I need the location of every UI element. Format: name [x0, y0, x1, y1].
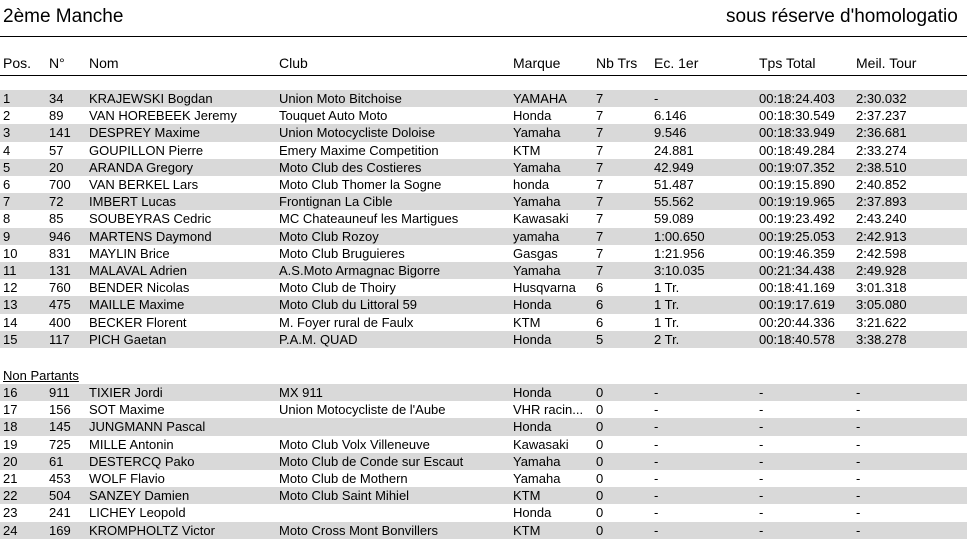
cell-position: 8	[3, 211, 11, 227]
cell-gap: 1 Tr.	[654, 314, 680, 330]
cell-gap: 3:10.035	[654, 263, 705, 278]
cell-position: 10	[3, 245, 18, 261]
table-row	[0, 504, 967, 521]
cell-rider-name: ARANDA Gregory	[89, 159, 194, 175]
cell-total-time: 00:19:07.352	[759, 159, 835, 175]
cell-total-time: 00:21:34.438	[759, 263, 835, 278]
cell-best-lap: 2:37.237	[856, 108, 907, 124]
cell-club: M. Foyer rural de Faulx	[279, 314, 414, 330]
table-row	[0, 279, 967, 296]
cell-gap: -	[654, 453, 659, 469]
cell-gap: 1:21.956	[654, 245, 705, 261]
cell-total-time: -	[759, 436, 764, 452]
cell-rider-name: MILLE Antonin	[89, 436, 174, 452]
non-partants-label: Non Partants	[3, 368, 79, 383]
cell-brand: KTM	[513, 522, 541, 538]
table-row	[0, 142, 967, 159]
cell-rider-name: GOUPILLON Pierre	[89, 142, 204, 158]
cell-rider-name: KROMPHOLTZ Victor	[89, 522, 215, 538]
cell-rider-name: MALAVAL Adrien	[89, 263, 188, 278]
cell-gap: 2 Tr.	[654, 331, 680, 347]
table-row	[0, 176, 967, 193]
cell-brand: Yamaha	[513, 125, 561, 141]
cell-position: 22	[3, 488, 18, 504]
cell-best-lap: -	[856, 488, 861, 504]
cell-club: Moto Club de Thoiry	[279, 280, 396, 296]
table-row	[0, 522, 967, 539]
cell-rider-name: TIXIER Jordi	[89, 385, 163, 400]
cell-best-lap: -	[856, 436, 861, 452]
table-row	[0, 470, 967, 487]
cell-position: 16	[3, 385, 18, 400]
cell-total-time: 00:19:19.965	[759, 194, 835, 210]
cell-bib-number: 85	[49, 211, 64, 227]
cell-laps: 0	[596, 436, 604, 452]
cell-brand: Yamaha	[513, 263, 561, 278]
cell-best-lap: 2:42.598	[856, 245, 907, 261]
col-header-best: Meil. Tour	[856, 55, 917, 71]
table-row	[0, 124, 967, 141]
cell-best-lap: 3:21.622	[856, 314, 907, 330]
cell-gap: 59.089	[654, 211, 694, 227]
cell-position: 18	[3, 419, 18, 435]
cell-laps: 6	[596, 314, 604, 330]
cell-rider-name: SOT Maxime	[89, 402, 165, 418]
cell-gap: 6.146	[654, 108, 687, 124]
cell-total-time: -	[759, 522, 764, 538]
cell-laps: 5	[596, 331, 604, 347]
cell-gap: -	[654, 402, 659, 418]
cell-best-lap: 3:05.080	[856, 297, 907, 313]
cell-brand: Honda	[513, 108, 552, 124]
cell-bib-number: 504	[49, 488, 71, 504]
cell-total-time: -	[759, 453, 764, 469]
cell-club: Union Moto Bitchoise	[279, 91, 402, 106]
cell-position: 11	[3, 263, 17, 278]
cell-bib-number: 453	[49, 471, 71, 486]
cell-rider-name: WOLF Flavio	[89, 471, 165, 486]
cell-total-time: 00:19:15.890	[759, 177, 835, 192]
cell-brand: Honda	[513, 419, 552, 435]
cell-club: MX 911	[279, 385, 323, 400]
cell-bib-number: 57	[49, 142, 64, 158]
cell-best-lap: -	[856, 505, 861, 521]
cell-best-lap: 2:49.928	[856, 263, 907, 278]
cell-position: 4	[3, 142, 11, 158]
col-header-ec: Ec. 1er	[654, 55, 699, 71]
cell-bib-number: 141	[49, 125, 71, 141]
table-row	[0, 453, 967, 470]
cell-gap: 1 Tr.	[654, 280, 680, 296]
cell-brand: KTM	[513, 488, 541, 504]
cell-position: 15	[3, 331, 18, 347]
cell-brand: Yamaha	[513, 453, 561, 469]
cell-best-lap: 3:01.318	[856, 280, 907, 296]
cell-best-lap: 2:36.681	[856, 125, 907, 141]
cell-position: 19	[3, 436, 18, 452]
cell-total-time: 00:18:24.403	[759, 91, 835, 106]
cell-rider-name: LICHEY Leopold	[89, 505, 186, 521]
cell-gap: -	[654, 385, 659, 400]
col-header-nom: Nom	[89, 55, 119, 71]
cell-rider-name: MAYLIN Brice	[89, 245, 170, 261]
cell-rider-name: MARTENS Daymond	[89, 228, 212, 244]
cell-club: Moto Club Bruguieres	[279, 245, 405, 261]
cell-bib-number: 20	[49, 159, 64, 175]
cell-brand: Honda	[513, 385, 552, 400]
cell-position: 1	[3, 91, 11, 106]
cell-laps: 6	[596, 280, 604, 296]
cell-gap: -	[654, 419, 659, 435]
cell-best-lap: 2:43.240	[856, 211, 907, 227]
cell-bib-number: 831	[49, 245, 71, 261]
cell-bib-number: 241	[49, 505, 71, 521]
cell-position: 2	[3, 108, 11, 124]
cell-brand: KTM	[513, 142, 541, 158]
cell-position: 21	[3, 471, 18, 486]
cell-brand: yamaha	[513, 228, 560, 244]
cell-bib-number: 131	[49, 263, 71, 278]
cell-total-time: 00:19:23.492	[759, 211, 835, 227]
cell-total-time: 00:18:41.169	[759, 280, 835, 296]
cell-best-lap: -	[856, 471, 861, 486]
cell-bib-number: 760	[49, 280, 71, 296]
cell-brand: Honda	[513, 505, 552, 521]
cell-rider-name: IMBERT Lucas	[89, 194, 176, 210]
cell-laps: 7	[596, 194, 604, 210]
cell-total-time: 00:20:44.336	[759, 314, 835, 330]
cell-best-lap: 2:42.913	[856, 228, 907, 244]
cell-best-lap: 2:40.852	[856, 177, 907, 192]
cell-laps: 0	[596, 471, 604, 486]
cell-rider-name: DESTERCQ Pako	[89, 453, 195, 469]
cell-gap: -	[654, 91, 659, 106]
table-row	[0, 331, 967, 348]
col-header-total: Tps Total	[759, 55, 816, 71]
cell-position: 3	[3, 125, 11, 141]
cell-club: Moto Club Volx Villeneuve	[279, 436, 430, 452]
cell-rider-name: MAILLE Maxime	[89, 297, 185, 313]
cell-total-time: 00:18:49.284	[759, 142, 835, 158]
cell-laps: 7	[596, 177, 604, 192]
cell-gap: 1:00.650	[654, 228, 705, 244]
cell-position: 9	[3, 228, 11, 244]
cell-best-lap: -	[856, 522, 861, 538]
cell-total-time: 00:19:17.619	[759, 297, 835, 313]
cell-club: Moto Club Rozoy	[279, 228, 379, 244]
cell-rider-name: BECKER Florent	[89, 314, 187, 330]
cell-best-lap: -	[856, 453, 861, 469]
cell-position: 23	[3, 505, 18, 521]
cell-brand: Kawasaki	[513, 211, 569, 227]
table-row	[0, 159, 967, 176]
cell-total-time: -	[759, 471, 764, 486]
table-row	[0, 228, 967, 245]
cell-gap: 24.881	[654, 142, 694, 158]
cell-position: 17	[3, 402, 18, 418]
cell-gap: -	[654, 436, 659, 452]
col-header-marque: Marque	[513, 55, 561, 71]
cell-gap: -	[654, 488, 659, 504]
table-row	[0, 384, 967, 401]
header-rule	[0, 75, 967, 76]
cell-gap: 42.949	[654, 159, 694, 175]
cell-gap: 1 Tr.	[654, 297, 680, 313]
cell-laps: 0	[596, 385, 604, 400]
cell-bib-number: 400	[49, 314, 71, 330]
cell-best-lap: 3:38.278	[856, 331, 907, 347]
cell-club: Moto Club Saint Mihiel	[279, 488, 410, 504]
table-row	[0, 210, 967, 227]
col-header-club: Club	[279, 55, 308, 71]
cell-best-lap: 2:33.274	[856, 142, 907, 158]
cell-brand: Honda	[513, 331, 552, 347]
cell-rider-name: BENDER Nicolas	[89, 280, 190, 296]
cell-gap: 55.562	[654, 194, 694, 210]
cell-gap: -	[654, 522, 659, 538]
table-row	[0, 245, 967, 262]
cell-position: 24	[3, 522, 18, 538]
cell-bib-number: 61	[49, 453, 64, 469]
cell-rider-name: SOUBEYRAS Cedric	[89, 211, 212, 227]
cell-position: 6	[3, 177, 11, 192]
cell-laps: 0	[596, 453, 604, 469]
cell-best-lap: -	[856, 385, 861, 400]
cell-club: Frontignan La Cible	[279, 194, 393, 210]
table-row	[0, 436, 967, 453]
cell-club: Moto Club de Mothern	[279, 471, 408, 486]
cell-club: Moto Club des Costieres	[279, 159, 422, 175]
table-row	[0, 262, 967, 279]
cell-position: 20	[3, 453, 18, 469]
cell-laps: 0	[596, 402, 604, 418]
cell-brand: VHR racin...	[513, 402, 584, 418]
cell-laps: 7	[596, 228, 604, 244]
table-row	[0, 193, 967, 210]
cell-total-time: 00:18:40.578	[759, 331, 835, 347]
cell-laps: 7	[596, 211, 604, 227]
table-row	[0, 107, 967, 124]
cell-rider-name: JUNGMANN Pascal	[89, 419, 206, 435]
table-row	[0, 296, 967, 313]
cell-club: Touquet Auto Moto	[279, 108, 388, 124]
cell-bib-number: 117	[49, 331, 70, 347]
cell-brand: KTM	[513, 314, 541, 330]
cell-best-lap: 2:37.893	[856, 194, 907, 210]
cell-laps: 7	[596, 125, 604, 141]
cell-position: 5	[3, 159, 11, 175]
cell-laps: 0	[596, 505, 604, 521]
cell-position: 14	[3, 314, 18, 330]
homologation-note: sous réserve d'homologatio	[726, 6, 958, 27]
col-header-pos: Pos.	[3, 55, 32, 71]
top-rule	[0, 36, 967, 37]
cell-laps: 0	[596, 522, 604, 538]
cell-laps: 0	[596, 419, 604, 435]
cell-brand: Yamaha	[513, 159, 561, 175]
table-row	[0, 487, 967, 504]
cell-club: Moto Club de Conde sur Escaut	[279, 453, 464, 469]
table-row	[0, 401, 967, 418]
cell-club: Union Motocycliste de l'Aube	[279, 402, 446, 418]
cell-club: Moto Club Thomer la Sogne	[279, 177, 442, 192]
table-row	[0, 90, 967, 107]
cell-club: Emery Maxime Competition	[279, 142, 439, 158]
cell-rider-name: PICH Gaetan	[89, 331, 167, 347]
cell-bib-number: 156	[49, 402, 71, 418]
cell-bib-number: 946	[49, 228, 71, 244]
cell-club: Moto Cross Mont Bonvillers	[279, 522, 438, 538]
page-title: 2ème Manche	[3, 6, 124, 27]
cell-brand: YAMAHA	[513, 91, 567, 106]
cell-club: Moto Club du Littoral 59	[279, 297, 418, 313]
cell-total-time: 00:18:33.949	[759, 125, 835, 141]
cell-laps: 7	[596, 263, 604, 278]
cell-bib-number: 725	[49, 436, 71, 452]
cell-gap: -	[654, 471, 659, 486]
cell-total-time: -	[759, 419, 764, 435]
cell-brand: Yamaha	[513, 471, 561, 486]
cell-laps: 7	[596, 108, 604, 124]
cell-club: P.A.M. QUAD	[279, 331, 358, 347]
col-header-num: N°	[49, 55, 65, 71]
cell-position: 7	[3, 194, 11, 210]
cell-rider-name: SANZEY Damien	[89, 488, 190, 504]
cell-brand: Kawasaki	[513, 436, 569, 452]
cell-bib-number: 72	[49, 194, 64, 210]
cell-total-time: 00:18:30.549	[759, 108, 835, 124]
cell-total-time: 00:19:25.053	[759, 228, 835, 244]
cell-brand: honda	[513, 177, 550, 192]
col-header-nbtrs: Nb Trs	[596, 55, 638, 71]
cell-rider-name: DESPREY Maxime	[89, 125, 201, 141]
cell-position: 13	[3, 297, 18, 313]
cell-brand: Yamaha	[513, 194, 561, 210]
cell-brand: Honda	[513, 297, 552, 313]
cell-brand: Gasgas	[513, 245, 558, 261]
cell-bib-number: 911	[49, 385, 70, 400]
cell-club: A.S.Moto Armagnac Bigorre	[279, 263, 441, 278]
cell-total-time: -	[759, 488, 764, 504]
cell-bib-number: 34	[49, 91, 64, 106]
cell-club: MC Chateauneuf les Martigues	[279, 211, 459, 227]
cell-bib-number: 475	[49, 297, 71, 313]
cell-club: Union Motocycliste Doloise	[279, 125, 436, 141]
cell-bib-number: 145	[49, 419, 71, 435]
cell-rider-name: VAN HOREBEEK Jeremy	[89, 108, 237, 124]
cell-total-time: -	[759, 385, 764, 400]
cell-total-time: 00:19:46.359	[759, 245, 835, 261]
cell-laps: 7	[596, 142, 604, 158]
cell-laps: 7	[596, 91, 604, 106]
cell-position: 12	[3, 280, 18, 296]
cell-rider-name: KRAJEWSKI Bogdan	[89, 91, 213, 106]
cell-best-lap: 2:38.510	[856, 159, 907, 175]
cell-best-lap: -	[856, 419, 861, 435]
cell-gap: -	[654, 505, 659, 521]
cell-bib-number: 89	[49, 108, 64, 124]
cell-laps: 0	[596, 488, 604, 504]
cell-rider-name: VAN BERKEL Lars	[89, 177, 199, 192]
cell-gap: 9.546	[654, 125, 687, 141]
cell-laps: 7	[596, 159, 604, 175]
cell-bib-number: 169	[49, 522, 71, 538]
table-row	[0, 418, 967, 435]
cell-laps: 6	[596, 297, 604, 313]
table-row	[0, 314, 967, 331]
cell-brand: Husqvarna	[513, 280, 576, 296]
cell-total-time: -	[759, 505, 764, 521]
cell-best-lap: 2:30.032	[856, 91, 907, 106]
cell-total-time: -	[759, 402, 764, 418]
cell-bib-number: 700	[49, 177, 71, 192]
cell-best-lap: -	[856, 402, 861, 418]
cell-gap: 51.487	[654, 177, 694, 192]
cell-laps: 7	[596, 245, 604, 261]
